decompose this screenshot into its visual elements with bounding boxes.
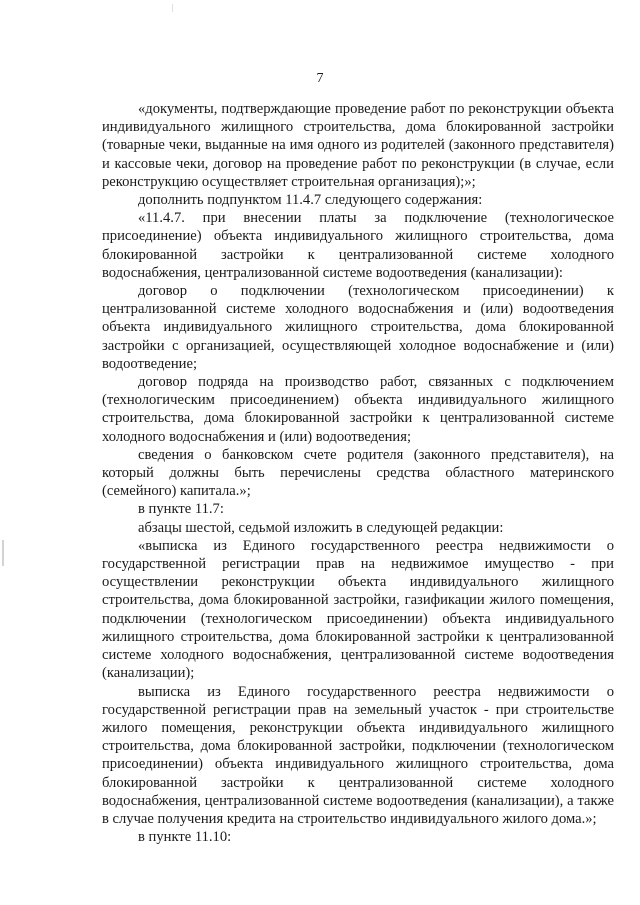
paragraph-work-contract: договор подряда на производство работ, связанных с подключением (технологическим присоединением) объекта индивидуального жилищного строительства, дома блокированной застройки к централизованной системе холодного водоснабжения и (или) водоотведения; (102, 374, 614, 445)
paragraph-point-11-7: в пункте 11.7: (138, 501, 224, 518)
paragraph-bank-account: сведения о банковском счете родителя (законного представителя), на который должны быть перечислены средства областного материнского (семейного) капитала.»; (102, 446, 614, 500)
paragraph-documents: «документы, подтверждающие проведение работ по реконструкции объекта индивидуального жилищного строительства, дома блокированной застройки (товарные чеки, выданные на имя одного из родителей (законного представителя) и кассовые чеки, договор на проведение работ по реконструкции (в случае, если реконструкцию осуществляет строительная организация);»; (102, 101, 614, 190)
paragraph-connection-contract: договор о подключении (технологическом присоединении) к централизованной системе холодного водоснабжения и (или) водоотведения объекта индивидуального жилищного строительства, дома блокированной застройки с организацией, осуществляющей холодное водоснабжение и (или) водоотведение; (102, 283, 614, 372)
scan-artifact (172, 4, 173, 12)
paragraph-sixth-seventh: абзацы шестой, седьмой изложить в следующей редакции: (138, 519, 504, 536)
paragraph-11-4-7: «11.4.7. при внесении платы за подключение (технологическое присоединение) объекта индивидуального жилищного строительства, дома блокированной застройки к централизованной системе холодного водоснабжения, централизованной системе водоотведения (канализации): (102, 210, 614, 281)
paragraph-point-11-10: в пункте 11.10: (138, 829, 232, 846)
paragraph-extract-property: «выписка из Единого государственного реестра недвижимости о государственной регистрации прав на недвижимое имущество - при осуществлении реконструкции объекта индивидуального жилищного строительства, дома блокированной застройки, газификации жилого помещения, подключении (технологическом присоединении) объекта индивидуального жилищного строительства, дома блокированной застройки к централизованной системе холодного водоснабжения, централизованной системе водоотведения (канализации); (102, 537, 614, 682)
paragraph-extract-land: выписка из Единого государственного реестра недвижимости о государственной регистрации прав на земельный участок - при строительстве жилого помещения, реконструкции объекта индивидуального жилищного строительства, дома блокированной застройки, подключении (технологическом присоединении) объекта индивидуального жилищного строительства, дома блокированной застройки к централизованной системе холодного водоснабжения, централизованной системе водоотведения (канализации), а также в случае получения кредита на строительство индивидуального жилого дома.»; (102, 683, 614, 827)
paragraph-add-subpoint: дополнить подпунктом 11.4.7 следующего содержания: (138, 192, 483, 209)
document-body (102, 100, 614, 846)
page-number: 7 (316, 71, 324, 86)
scan-artifact (2, 540, 4, 566)
